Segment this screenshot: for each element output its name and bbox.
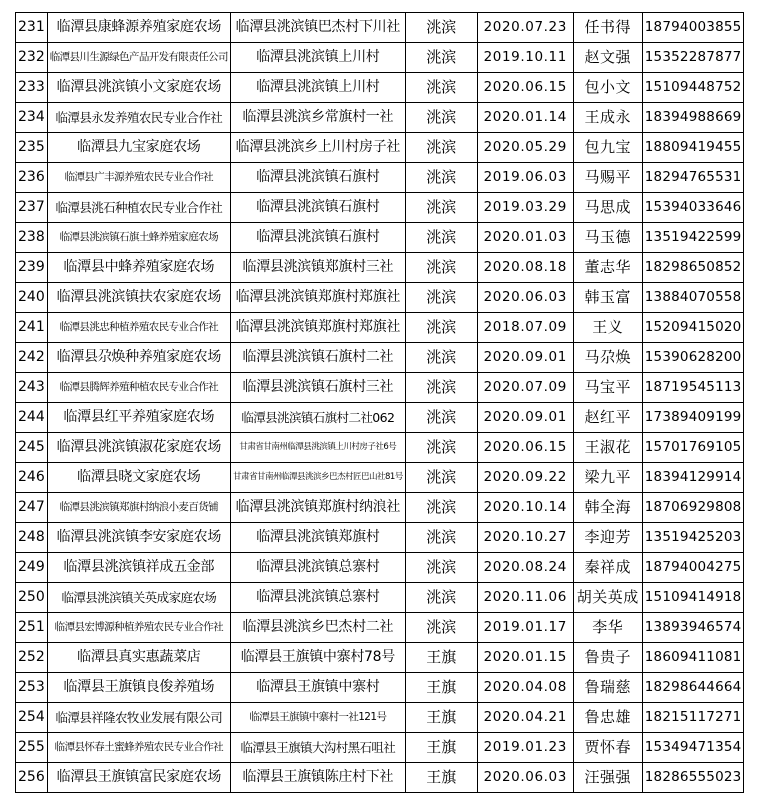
row-number: 251 xyxy=(16,613,48,643)
town-region: 洮滨 xyxy=(405,373,477,403)
business-name: 临潭县中蜂养殖家庭农场 xyxy=(47,253,230,283)
registration-date: 2020.09.01 xyxy=(477,403,573,433)
registration-date: 2020.09.22 xyxy=(477,463,573,493)
contact-person: 赵红平 xyxy=(573,403,642,433)
registration-date: 2020.08.24 xyxy=(477,553,573,583)
phone-number: 18706929808 xyxy=(642,493,744,523)
phone-number: 13519425203 xyxy=(642,523,744,553)
business-address: 临潭县洮滨镇石旗村二社062 xyxy=(230,403,405,433)
table-row xyxy=(16,703,744,733)
contact-person: 梁九平 xyxy=(573,463,642,493)
contact-person: 马宝平 xyxy=(573,373,642,403)
business-address: 临潭县洮滨镇石旗村三社 xyxy=(230,373,405,403)
business-name: 临潭县永发养殖农民专业合作社 xyxy=(47,103,230,133)
town-region: 洮滨 xyxy=(405,283,477,313)
contact-person: 李华 xyxy=(573,613,642,643)
town-region: 洮滨 xyxy=(405,343,477,373)
table-row xyxy=(16,673,744,703)
row-number: 243 xyxy=(16,373,48,403)
contact-person: 李迎芳 xyxy=(573,523,642,553)
business-address: 临潭县洮滨镇上川村 xyxy=(230,73,405,103)
table-row xyxy=(16,463,744,493)
row-number: 250 xyxy=(16,583,48,613)
registration-date: 2020.06.15 xyxy=(477,433,573,463)
phone-number: 18809419455 xyxy=(642,133,744,163)
business-name: 临潭县洮滨镇李安家庭农场 xyxy=(47,523,230,553)
table-row xyxy=(16,133,744,163)
business-name: 临潭县洮滨镇祥成五金部 xyxy=(47,553,230,583)
row-number: 253 xyxy=(16,673,48,703)
business-name: 临潭县怀春土蜜蜂养殖农民专业合作社 xyxy=(47,733,230,763)
row-number: 249 xyxy=(16,553,48,583)
business-address: 临潭县王旗镇大沟村黑石咀社 xyxy=(230,733,405,763)
registration-date: 2020.10.14 xyxy=(477,493,573,523)
business-address: 临潭县洮滨乡上川村房子社 xyxy=(230,133,405,163)
phone-number: 15209415020 xyxy=(642,313,744,343)
business-name: 临潭县洮滨镇淑花家庭农场 xyxy=(47,433,230,463)
row-number: 235 xyxy=(16,133,48,163)
business-name: 临潭县洮石种植农民专业合作社 xyxy=(47,193,230,223)
phone-number: 13884070558 xyxy=(642,283,744,313)
row-number: 255 xyxy=(16,733,48,763)
contact-person: 任书得 xyxy=(573,13,642,43)
registration-date: 2020.07.09 xyxy=(477,373,573,403)
table-row xyxy=(16,433,744,463)
table-row xyxy=(16,553,744,583)
business-address: 甘肃省甘南州临潭县洮滨乡巴杰村匠巴山社81号 xyxy=(230,463,405,493)
registration-date: 2019.01.17 xyxy=(477,613,573,643)
contact-person: 王淑花 xyxy=(573,433,642,463)
business-name: 临潭县尕焕种养殖家庭农场 xyxy=(47,343,230,373)
contact-person: 马尕焕 xyxy=(573,343,642,373)
business-name: 临潭县洮滨镇扶农家庭农场 xyxy=(47,283,230,313)
table-row xyxy=(16,523,744,553)
table-row xyxy=(16,613,744,643)
contact-person: 赵文强 xyxy=(573,43,642,73)
registration-date: 2020.08.18 xyxy=(477,253,573,283)
table-row xyxy=(16,283,744,313)
row-number: 252 xyxy=(16,643,48,673)
business-name: 临潭县祥隆农牧业发展有限公司 xyxy=(47,703,230,733)
table-row xyxy=(16,253,744,283)
phone-number: 18609411081 xyxy=(642,643,744,673)
table-row xyxy=(16,73,744,103)
business-address: 临潭县洮滨镇石旗村二社 xyxy=(230,343,405,373)
phone-number: 15109448752 xyxy=(642,73,744,103)
registration-date: 2020.06.03 xyxy=(477,763,573,793)
phone-number: 18286555023 xyxy=(642,763,744,793)
business-address: 临潭县王旗镇中寨村 xyxy=(230,673,405,703)
business-name: 临潭县腾辉养殖种植农民专业合作社 xyxy=(47,373,230,403)
business-name: 临潭县九宝家庭农场 xyxy=(47,133,230,163)
table-row xyxy=(16,313,744,343)
town-region: 王旗 xyxy=(405,703,477,733)
table-row xyxy=(16,193,744,223)
registration-date: 2019.03.29 xyxy=(477,193,573,223)
registration-date: 2020.05.29 xyxy=(477,133,573,163)
table-row xyxy=(16,403,744,433)
phone-number: 18394129914 xyxy=(642,463,744,493)
row-number: 248 xyxy=(16,523,48,553)
phone-number: 18215117271 xyxy=(642,703,744,733)
phone-number: 18794004275 xyxy=(642,553,744,583)
row-number: 237 xyxy=(16,193,48,223)
business-address: 临潭县洮滨镇郑旗村 xyxy=(230,523,405,553)
contact-person: 胡关英成 xyxy=(573,583,642,613)
business-name: 临潭县洮滨镇郑旗村纳浪小麦百货铺 xyxy=(47,493,230,523)
business-name: 临潭县洮忠种植养殖农民专业合作社 xyxy=(47,313,230,343)
row-number: 234 xyxy=(16,103,48,133)
row-number: 231 xyxy=(16,13,48,43)
phone-number: 18298650852 xyxy=(642,253,744,283)
registration-date: 2019.01.23 xyxy=(477,733,573,763)
town-region: 洮滨 xyxy=(405,13,477,43)
phone-number: 15352287877 xyxy=(642,43,744,73)
phone-number: 18394988669 xyxy=(642,103,744,133)
business-address: 临潭县洮滨镇郑旗村纳浪社 xyxy=(230,493,405,523)
row-number: 242 xyxy=(16,343,48,373)
registration-date: 2020.07.23 xyxy=(477,13,573,43)
town-region: 洮滨 xyxy=(405,103,477,133)
town-region: 洮滨 xyxy=(405,193,477,223)
phone-number: 13519422599 xyxy=(642,223,744,253)
phone-number: 18294765531 xyxy=(642,163,744,193)
town-region: 洮滨 xyxy=(405,133,477,163)
contact-person: 贾怀春 xyxy=(573,733,642,763)
business-address: 临潭县王旗镇中寨村一社121号 xyxy=(230,703,405,733)
business-name: 临潭县王旗镇富民家庭农场 xyxy=(47,763,230,793)
business-address: 临潭县洮滨镇石旗村 xyxy=(230,163,405,193)
business-name: 临潭县洮滨镇小文家庭农场 xyxy=(47,73,230,103)
phone-number: 15701769105 xyxy=(642,433,744,463)
business-name: 临潭县川生源绿色产品开发有限责任公司 xyxy=(47,43,230,73)
town-region: 洮滨 xyxy=(405,583,477,613)
business-name: 临潭县红平养殖家庭农场 xyxy=(47,403,230,433)
row-number: 240 xyxy=(16,283,48,313)
table-row xyxy=(16,223,744,253)
registration-date: 2020.11.06 xyxy=(477,583,573,613)
town-region: 洮滨 xyxy=(405,523,477,553)
town-region: 洮滨 xyxy=(405,403,477,433)
row-number: 246 xyxy=(16,463,48,493)
phone-number: 18719545113 xyxy=(642,373,744,403)
registration-date: 2018.07.09 xyxy=(477,313,573,343)
contact-person: 王义 xyxy=(573,313,642,343)
table-row xyxy=(16,763,744,793)
row-number: 241 xyxy=(16,313,48,343)
phone-number: 17389409199 xyxy=(642,403,744,433)
contact-person: 秦祥成 xyxy=(573,553,642,583)
table-row xyxy=(16,43,744,73)
business-name: 临潭县康蜂源养殖家庭农场 xyxy=(47,13,230,43)
contact-person: 王成永 xyxy=(573,103,642,133)
registry-table xyxy=(15,12,744,793)
contact-person: 包九宝 xyxy=(573,133,642,163)
contact-person: 鲁忠雄 xyxy=(573,703,642,733)
contact-person: 汪强强 xyxy=(573,763,642,793)
row-number: 244 xyxy=(16,403,48,433)
town-region: 王旗 xyxy=(405,643,477,673)
row-number: 233 xyxy=(16,73,48,103)
table-row xyxy=(16,373,744,403)
town-region: 王旗 xyxy=(405,763,477,793)
contact-person: 马玉德 xyxy=(573,223,642,253)
town-region: 洮滨 xyxy=(405,43,477,73)
table-row xyxy=(16,103,744,133)
business-name: 临潭县洮滨镇石旗土蜂养殖家庭农场 xyxy=(47,223,230,253)
table-row xyxy=(16,13,744,43)
row-number: 254 xyxy=(16,703,48,733)
contact-person: 包小文 xyxy=(573,73,642,103)
business-name: 临潭县王旗镇良俊养殖场 xyxy=(47,673,230,703)
business-address: 临潭县王旗镇陈庄村下社 xyxy=(230,763,405,793)
row-number: 239 xyxy=(16,253,48,283)
phone-number: 13893946574 xyxy=(642,613,744,643)
town-region: 王旗 xyxy=(405,733,477,763)
town-region: 洮滨 xyxy=(405,73,477,103)
business-name: 临潭县洮滨镇关英成家庭农场 xyxy=(47,583,230,613)
contact-person: 鲁瑞慈 xyxy=(573,673,642,703)
row-number: 245 xyxy=(16,433,48,463)
table-row xyxy=(16,493,744,523)
table-row xyxy=(16,163,744,193)
business-address: 临潭县洮滨镇郑旗村三社 xyxy=(230,253,405,283)
phone-number: 15109414918 xyxy=(642,583,744,613)
business-address: 临潭县洮滨镇石旗村 xyxy=(230,223,405,253)
business-address: 临潭县洮滨镇郑旗村郑旗社 xyxy=(230,313,405,343)
town-region: 洮滨 xyxy=(405,163,477,193)
town-region: 洮滨 xyxy=(405,313,477,343)
phone-number: 15349471354 xyxy=(642,733,744,763)
contact-person: 韩全海 xyxy=(573,493,642,523)
business-address: 临潭县洮滨镇总寨村 xyxy=(230,553,405,583)
row-number: 236 xyxy=(16,163,48,193)
phone-number: 15394033646 xyxy=(642,193,744,223)
row-number: 238 xyxy=(16,223,48,253)
table-row xyxy=(16,733,744,763)
registration-date: 2020.06.03 xyxy=(477,283,573,313)
town-region: 洮滨 xyxy=(405,223,477,253)
business-address: 临潭县洮滨镇巴杰村下川社 xyxy=(230,13,405,43)
row-number: 256 xyxy=(16,763,48,793)
registration-date: 2020.04.08 xyxy=(477,673,573,703)
contact-person: 马赐平 xyxy=(573,163,642,193)
registration-date: 2020.01.14 xyxy=(477,103,573,133)
town-region: 洮滨 xyxy=(405,463,477,493)
table-body xyxy=(16,13,744,793)
registration-date: 2020.01.15 xyxy=(477,643,573,673)
registration-date: 2020.06.15 xyxy=(477,73,573,103)
row-number: 232 xyxy=(16,43,48,73)
business-address: 临潭县洮滨乡巴杰村二社 xyxy=(230,613,405,643)
business-address: 临潭县洮滨镇总寨村 xyxy=(230,583,405,613)
town-region: 洮滨 xyxy=(405,613,477,643)
registration-date: 2020.04.21 xyxy=(477,703,573,733)
town-region: 洮滨 xyxy=(405,493,477,523)
business-name: 临潭县真实惠蔬菜店 xyxy=(47,643,230,673)
phone-number: 15390628200 xyxy=(642,343,744,373)
table-row xyxy=(16,643,744,673)
business-address: 临潭县王旗镇中寨村78号 xyxy=(230,643,405,673)
business-address: 临潭县洮滨镇石旗村 xyxy=(230,193,405,223)
business-name: 临潭县晓文家庭农场 xyxy=(47,463,230,493)
business-name: 临潭县广丰源养殖农民专业合作社 xyxy=(47,163,230,193)
table-row xyxy=(16,343,744,373)
registration-date: 2020.01.03 xyxy=(477,223,573,253)
contact-person: 鲁贵子 xyxy=(573,643,642,673)
town-region: 王旗 xyxy=(405,673,477,703)
town-region: 洮滨 xyxy=(405,433,477,463)
business-address: 临潭县洮滨镇上川村 xyxy=(230,43,405,73)
phone-number: 18298644664 xyxy=(642,673,744,703)
registration-date: 2019.06.03 xyxy=(477,163,573,193)
registration-date: 2020.09.01 xyxy=(477,343,573,373)
registration-date: 2020.10.27 xyxy=(477,523,573,553)
business-address: 甘肃省甘南州临潭县洮滨镇上川村房子社6号 xyxy=(230,433,405,463)
row-number: 247 xyxy=(16,493,48,523)
registration-date: 2019.10.11 xyxy=(477,43,573,73)
contact-person: 董志华 xyxy=(573,253,642,283)
business-address: 临潭县洮滨镇郑旗村郑旗社 xyxy=(230,283,405,313)
contact-person: 韩玉富 xyxy=(573,283,642,313)
business-address: 临潭县洮滨乡常旗村一社 xyxy=(230,103,405,133)
phone-number: 18794003855 xyxy=(642,13,744,43)
contact-person: 马思成 xyxy=(573,193,642,223)
town-region: 洮滨 xyxy=(405,253,477,283)
table-row xyxy=(16,583,744,613)
business-name: 临潭县宏博源种植养殖农民专业合作社 xyxy=(47,613,230,643)
town-region: 洮滨 xyxy=(405,553,477,583)
